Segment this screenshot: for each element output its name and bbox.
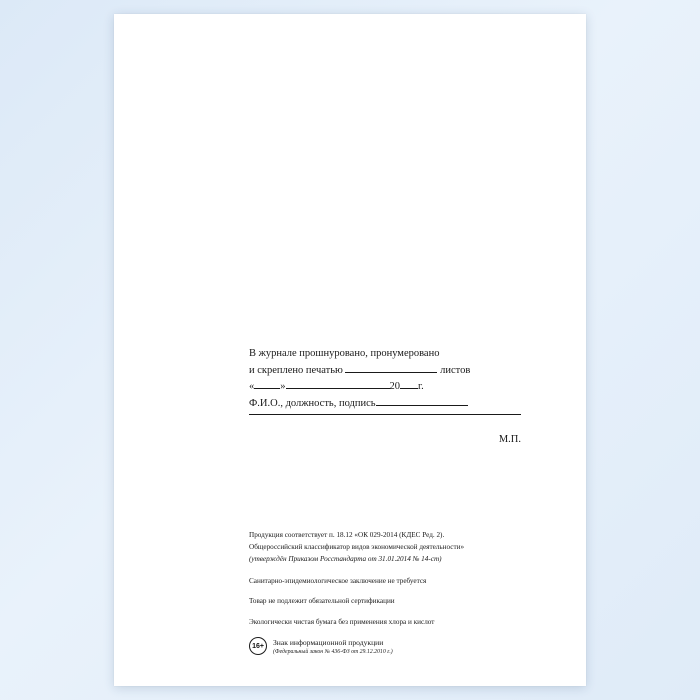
- age-rating-row: [249, 637, 549, 657]
- age-rating-title: Знак информационной продукции: [273, 638, 384, 647]
- legal-paragraph-classification: [249, 530, 549, 565]
- legal-line-2: Общероссийский классификатор видов экономической деятельности»: [249, 543, 465, 551]
- legal-certification-note: Товар не подлежит обязательной сертификации: [249, 597, 395, 605]
- date-quote-close: »: [280, 381, 286, 392]
- age-rating-icon: 16+: [249, 637, 267, 655]
- age-rating-texts: [273, 637, 393, 657]
- certification-line-2: [249, 362, 529, 379]
- age-rating-subtitle: (Федеральный закон № 436-ФЗ от 29.12.2010 г.): [273, 649, 393, 655]
- stamp-place: М.П.: [498, 434, 521, 445]
- page-content: [114, 14, 586, 686]
- signer-label: Ф.И.О., должность, подпись: [249, 397, 376, 409]
- certification-line-4: [249, 395, 529, 412]
- certification-line-2-suffix: листов: [440, 364, 471, 376]
- certification-line-2-prefix: и скреплено печатью: [249, 364, 343, 376]
- certification-line-3: [249, 378, 529, 395]
- year-prefix: 20: [389, 381, 400, 392]
- legal-block: [249, 530, 549, 657]
- date-quote-open: «: [249, 381, 255, 392]
- certification-block: [249, 346, 529, 448]
- sheets-count-blank[interactable]: [345, 362, 437, 373]
- certification-line-1: [249, 346, 529, 362]
- year-suffix: г.: [418, 381, 424, 392]
- month-blank[interactable]: [286, 378, 390, 389]
- document-page: [114, 14, 586, 686]
- legal-line-1: Продукция соответствует п. 18.12 «ОК 029-2014 (КДЕС Ред. 2).: [249, 531, 445, 539]
- legal-line-3: (утверждён Приказом Росстандарта от 31.01.2014 № 14-ст): [249, 555, 442, 563]
- legal-sanitary-note: Санитарно-эпидемиологическое заключение не требуется: [249, 576, 427, 585]
- certification-line-1-text: В журнале прошнуровано, пронумеровано: [249, 348, 440, 359]
- year-blank[interactable]: [400, 378, 418, 389]
- legal-paper-note: Экологически чистая бумага без применения хлора и кислот: [249, 617, 435, 626]
- day-blank[interactable]: [254, 378, 280, 389]
- signature-rule: [249, 413, 521, 415]
- signer-blank[interactable]: [376, 395, 468, 406]
